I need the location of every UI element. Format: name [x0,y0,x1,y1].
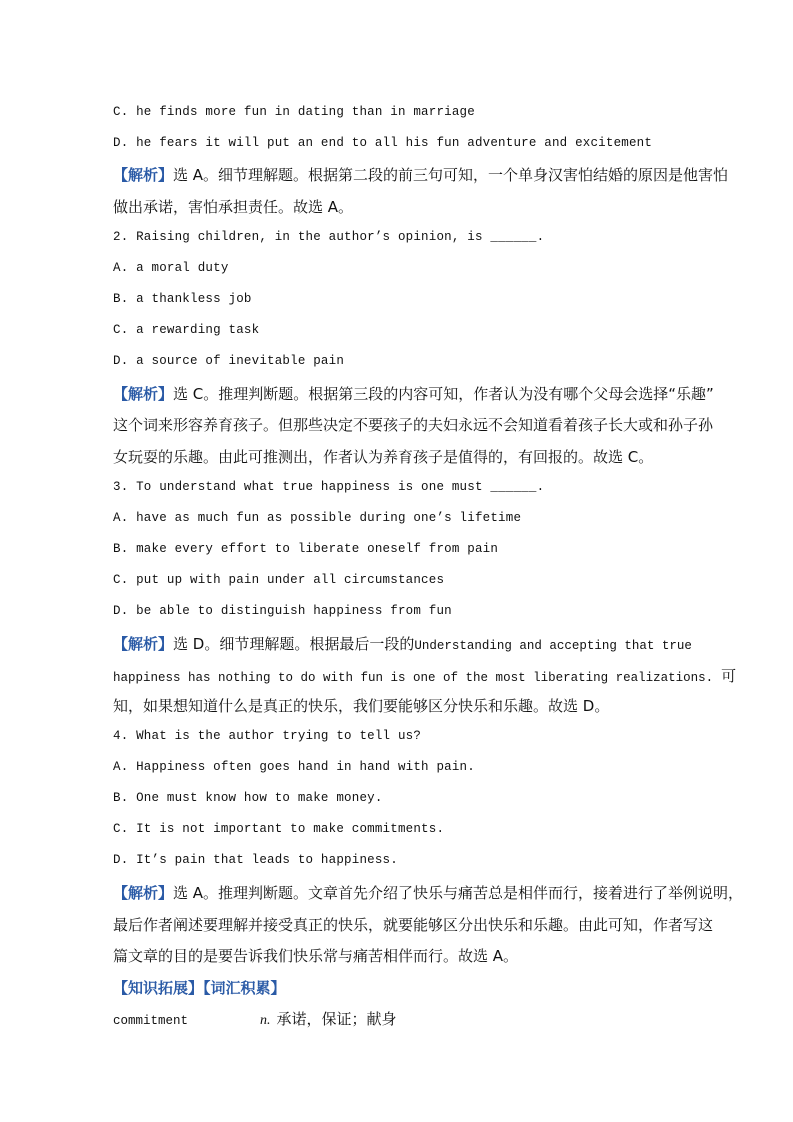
analysis-tag: 【解析】 [113,385,174,403]
q3-stem-suffix: . [536,480,545,494]
q2-option-a: A. a moral duty [113,261,229,275]
q2-option-d: D. a source of inevitable pain [113,354,345,368]
vocab-entry [113,1008,397,1029]
extension-heading [113,977,286,998]
q4-option-c: C. It is not important to make commitments. [113,822,445,836]
q2-stem-blank: ______ [490,230,537,244]
analysis-tag: 【解析】 [113,166,174,184]
vocabulary-tag: 【词汇积累】 [203,979,286,997]
q3-analysis-text2-zh: 可 [721,667,737,685]
q3-analysis-text2-en: happiness has nothing to do with fun is one of the most liberating realizations. [113,671,714,685]
q3-option-a: A. have as much fun as possible during one’s lifetime [113,511,522,525]
q2-stem-text: 2. Raising children, in the author’s opinion, is [113,230,491,244]
q3-option-d: D. be able to distinguish happiness from fun [113,604,452,618]
q1-analysis-line2: 做出承诺，害怕承担责任。故选 A。 [113,198,354,216]
q1-analysis-line1 [113,164,728,185]
q3-option-b: B. make every effort to liberate oneself from pain [113,542,499,556]
q1-analysis-text1: 选 A。细节理解题。根据第二段的前三句可知，一个单身汉害怕结婚的原因是他害怕 [173,166,729,184]
q1-option-c: C. he finds more fun in dating than in marriage [113,105,475,119]
q3-analysis-line3: 知，如果想知道什么是真正的快乐，我们要能够区分快乐和乐趣。故选 D。 [113,697,610,715]
q2-analysis-text1: 选 C。推理判断题。根据第三段的内容可知，作者认为没有哪个父母会选择“乐趣” [173,385,714,403]
q3-option-c: C. put up with pain under all circumstances [113,573,445,587]
analysis-tag: 【解析】 [113,635,174,653]
q4-analysis-text1: 选 A。推理判断题。文章首先介绍了快乐与痛苦总是相伴而行，接着进行了举例说明， [173,884,744,902]
q2-analysis-line2: 这个词来形容养育孩子。但那些决定不要孩子的夫妇永远不会知道看着孩子长大或和孙子孙 [113,416,714,434]
q2-option-b: B. a thankless job [113,292,252,306]
q2-analysis-line1 [113,383,714,404]
q4-analysis-line3: 篇文章的目的是要告诉我们快乐常与痛苦相伴而行。故选 A。 [113,947,519,965]
q1-option-d: D. he fears it will put an end to all his fun adventure and excitement [113,136,653,150]
vocab-pos: n. [260,1013,271,1028]
q2-analysis-line3: 女玩耍的乐趣。由此可推测出，作者认为养育孩子是值得的，有回报的。故选 C。 [113,448,654,466]
q4-option-d: D. It’s pain that leads to happiness. [113,853,398,867]
q4-option-b: B. One must know how to make money. [113,791,383,805]
vocab-word: commitment [113,1014,189,1028]
q4-analysis-line2: 最后作者阐述要理解并接受真正的快乐，就要能够区分出快乐和乐趣。由此可知，作者写这 [113,916,714,934]
analysis-tag: 【解析】 [113,884,174,902]
q3-stem [113,480,544,494]
q3-analysis-line2 [113,665,736,686]
q2-option-c: C. a rewarding task [113,323,260,337]
q3-analysis-line1 [113,633,692,654]
q3-analysis-text1-zh: 选 D。细节理解题。根据最后一段的 [173,635,415,653]
extension-tag: 【知识拓展】 [113,979,204,997]
q2-stem [113,230,544,244]
q2-stem-suffix: . [536,230,545,244]
q4-analysis-line1 [113,882,743,903]
q4-stem: 4. What is the author trying to tell us? [113,729,422,743]
q3-analysis-text1-en: Understanding and accepting that true [414,639,692,653]
q4-option-a: A. Happiness often goes hand in hand with pain. [113,760,475,774]
vocab-meaning: 承诺，保证；献身 [276,1010,397,1028]
q3-stem-text: 3. To understand what true happiness is one must [113,480,491,494]
q3-stem-blank: ______ [490,480,537,494]
